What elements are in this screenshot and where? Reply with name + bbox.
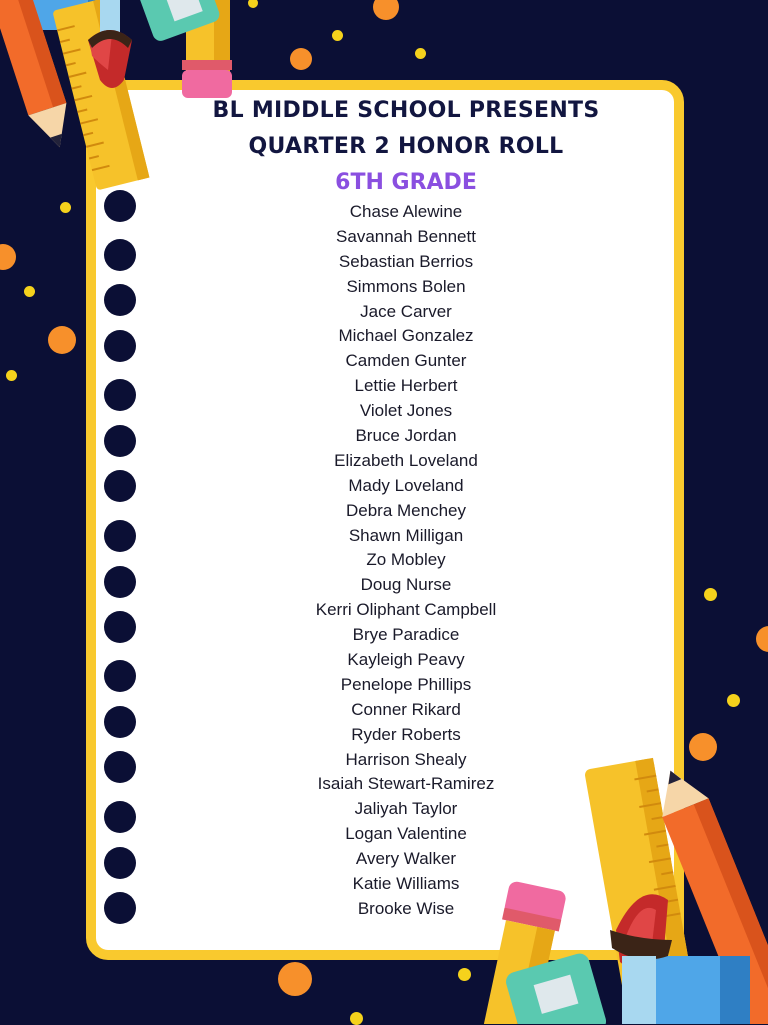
student-name: Kayleigh Peavy bbox=[347, 650, 465, 670]
student-name: Conner Rikard bbox=[351, 699, 461, 719]
student-name: Brye Paradice bbox=[352, 625, 460, 645]
student-name: Doug Nurse bbox=[360, 575, 452, 595]
student-name: Isaiah Stewart-Ramirez bbox=[317, 774, 495, 794]
student-name: Elizabeth Loveland bbox=[334, 450, 478, 470]
student-name: Ryder Roberts bbox=[351, 724, 461, 744]
student-name: Shawn Milligan bbox=[348, 525, 464, 545]
student-name: Jaliyah Taylor bbox=[354, 799, 458, 819]
student-name: Bruce Jordan bbox=[355, 426, 457, 446]
student-name: Savannah Bennett bbox=[336, 226, 476, 246]
student-name: Penelope Phillips bbox=[340, 674, 472, 694]
student-name: Sebastian Berrios bbox=[338, 251, 474, 271]
student-name: Simmons Bolen bbox=[346, 276, 466, 296]
student-name: Violet Jones bbox=[359, 401, 453, 421]
school-heading: BL MIDDLE SCHOOL PRESENTS bbox=[212, 98, 600, 123]
honor-roll-heading: QUARTER 2 HONOR ROLL bbox=[248, 134, 564, 159]
student-name: Lettie Herbert bbox=[354, 376, 458, 396]
grade-heading: 6TH GRADE bbox=[335, 170, 477, 195]
student-name: Michael Gonzalez bbox=[338, 326, 474, 346]
student-name: Zo Mobley bbox=[366, 550, 446, 570]
student-name: Chase Alewine bbox=[349, 202, 463, 221]
student-name: Kerri Oliphant Campbell bbox=[315, 600, 497, 620]
student-name: Brooke Wise bbox=[357, 898, 455, 918]
eraser-icon bbox=[646, 956, 750, 1024]
student-name: Mady Loveland bbox=[348, 475, 464, 495]
student-name: Avery Walker bbox=[355, 849, 457, 869]
student-name: Katie Williams bbox=[352, 874, 460, 894]
student-name: Logan Valentine bbox=[345, 824, 467, 844]
student-name: Harrison Shealy bbox=[345, 749, 467, 769]
student-name: Debra Menchey bbox=[345, 500, 466, 520]
student-name: Jace Carver bbox=[360, 301, 452, 321]
student-name: Camden Gunter bbox=[345, 351, 467, 371]
